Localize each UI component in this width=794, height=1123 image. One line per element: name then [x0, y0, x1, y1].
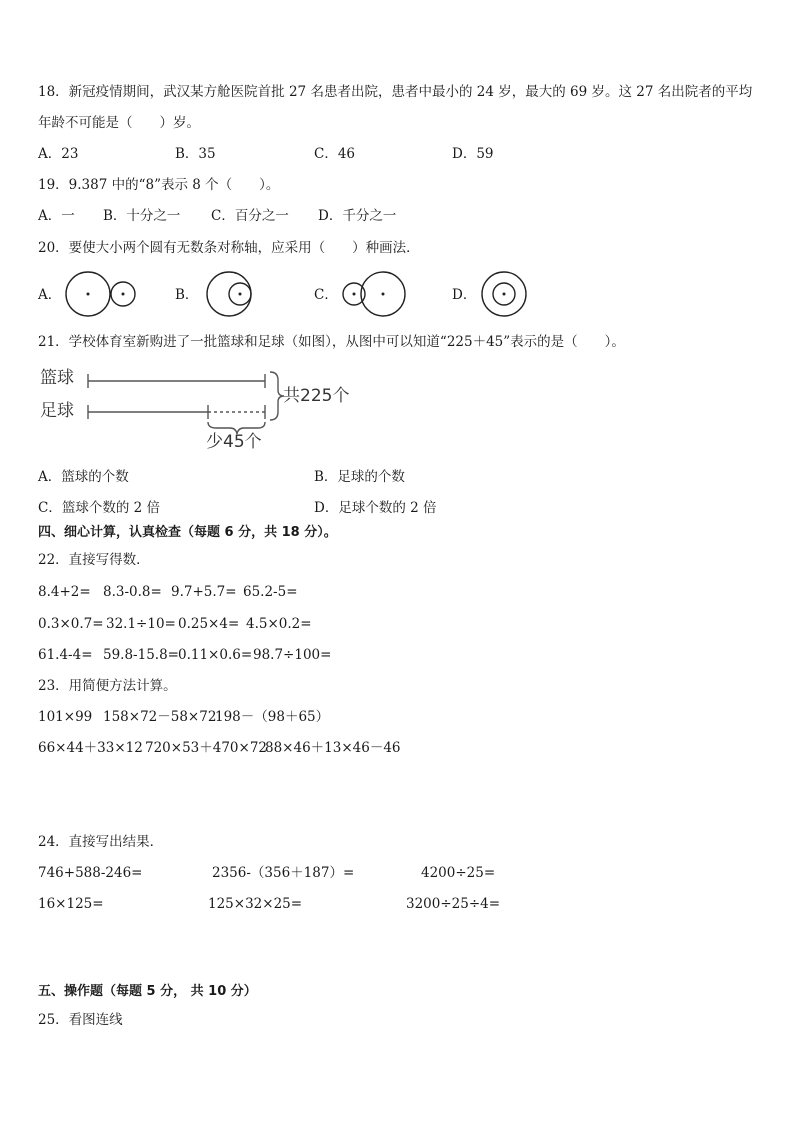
q22-item: 0.3×0.7= [38, 616, 104, 632]
q24-item: 746+588-246= [38, 865, 143, 881]
q20-option-d[interactable]: D． [452, 287, 477, 303]
q19-stem: 19．9.387 中的“8”表示 8 个（ ）。 [38, 177, 280, 193]
q22-item: 0.25×4= [178, 616, 240, 632]
q22-stem: 22．直接写得数． [38, 552, 150, 568]
section-4-heading: 四、细心计算，认真检查（每题 6 分，共 18 分）。 [38, 525, 337, 540]
q19-option-b[interactable]: B．十分之一 [103, 208, 181, 224]
q23-item: 198－（98＋65） [215, 709, 330, 725]
q22-item: 61.4-4= [38, 647, 93, 663]
q20-stem: 20．要使大小两个圆有无数条对称轴，应采用（ ）种画法． [38, 240, 420, 256]
q23-item: 720×53＋470×72 [145, 740, 268, 756]
q24-stem: 24．直接写出结果． [38, 834, 164, 850]
q18-stem-line1: 18．新冠疫情期间，武汉某方舱医院首批 27 名患者出院，患者中最小的 24 岁，最大的 69 岁。这 27 名出院者的平均 [38, 84, 753, 100]
q21-option-c[interactable]: C．篮球个数的 2 倍 [38, 500, 161, 516]
q25-stem: 25．看图连线 [38, 1012, 123, 1028]
q24-item: 3200÷25÷4= [406, 896, 501, 912]
q24-item: 4200÷25= [421, 865, 496, 881]
q20-figure-c [339, 270, 411, 320]
q24-item: 125×32×25= [208, 896, 303, 912]
q21-stem: 21．学校体育室新购进了一批篮球和足球（如图），从图中可以知道“225＋45”表示的是（ ）。 [38, 334, 625, 350]
q21-option-a[interactable]: A．篮球的个数 [38, 469, 129, 485]
q22-item: 65.2-5= [243, 584, 298, 600]
q24-item: 16×125= [38, 896, 104, 912]
q22-item: 8.4+2= [38, 584, 91, 600]
q20-figure-d [479, 270, 531, 320]
q22-item: 98.7÷100= [253, 647, 332, 663]
label-football: 足球 [40, 401, 74, 421]
q20-option-c[interactable]: C． [314, 287, 338, 303]
q19-option-a[interactable]: A．一 [38, 208, 75, 224]
q23-item: 101×99 [38, 709, 93, 725]
q22-item: 59.8-15.8= [103, 647, 179, 663]
label-difference: 少45个 [206, 432, 262, 452]
q22-item: 8.3-0.8= [103, 584, 162, 600]
q19-option-d[interactable]: D．千分之一 [318, 208, 397, 224]
q23-stem: 23．用简便方法计算。 [38, 678, 177, 694]
q22-item: 9.7+5.7= [171, 584, 237, 600]
label-basketball: 篮球 [40, 368, 74, 388]
section-5-heading: 五、操作题（每题 5 分， 共 10 分） [38, 984, 257, 999]
q21-option-d[interactable]: D．足球个数的 2 倍 [314, 500, 437, 516]
q18-option-d[interactable]: D．59 [452, 146, 494, 162]
label-total: 共225个 [283, 386, 350, 406]
q18-option-c[interactable]: C．46 [314, 146, 356, 162]
q19-option-c[interactable]: C．百分之一 [211, 208, 289, 224]
q20-option-b[interactable]: B． [175, 287, 199, 303]
q21-line-diagram [38, 364, 358, 452]
q18-option-a[interactable]: A．23 [38, 146, 79, 162]
q20-figure-a [60, 270, 140, 320]
q20-option-a[interactable]: A． [38, 287, 62, 303]
q23-item: 158×72－58×72 [103, 709, 217, 725]
q22-item: 32.1÷10= [106, 616, 176, 632]
q18-option-b[interactable]: B．35 [175, 146, 216, 162]
q20-figure-b [204, 270, 258, 320]
q22-item: 0.11×0.6= [178, 647, 253, 663]
q18-stem-line2: 年龄不可能是（ ）岁。 [38, 115, 200, 131]
q22-item: 4.5×0.2= [246, 616, 312, 632]
q23-item: 88×46＋13×46－46 [265, 740, 401, 756]
q24-item: 2356-（356＋187）= [212, 865, 355, 881]
q23-item: 66×44＋33×12 [38, 740, 143, 756]
q21-option-b[interactable]: B．足球的个数 [314, 469, 405, 485]
